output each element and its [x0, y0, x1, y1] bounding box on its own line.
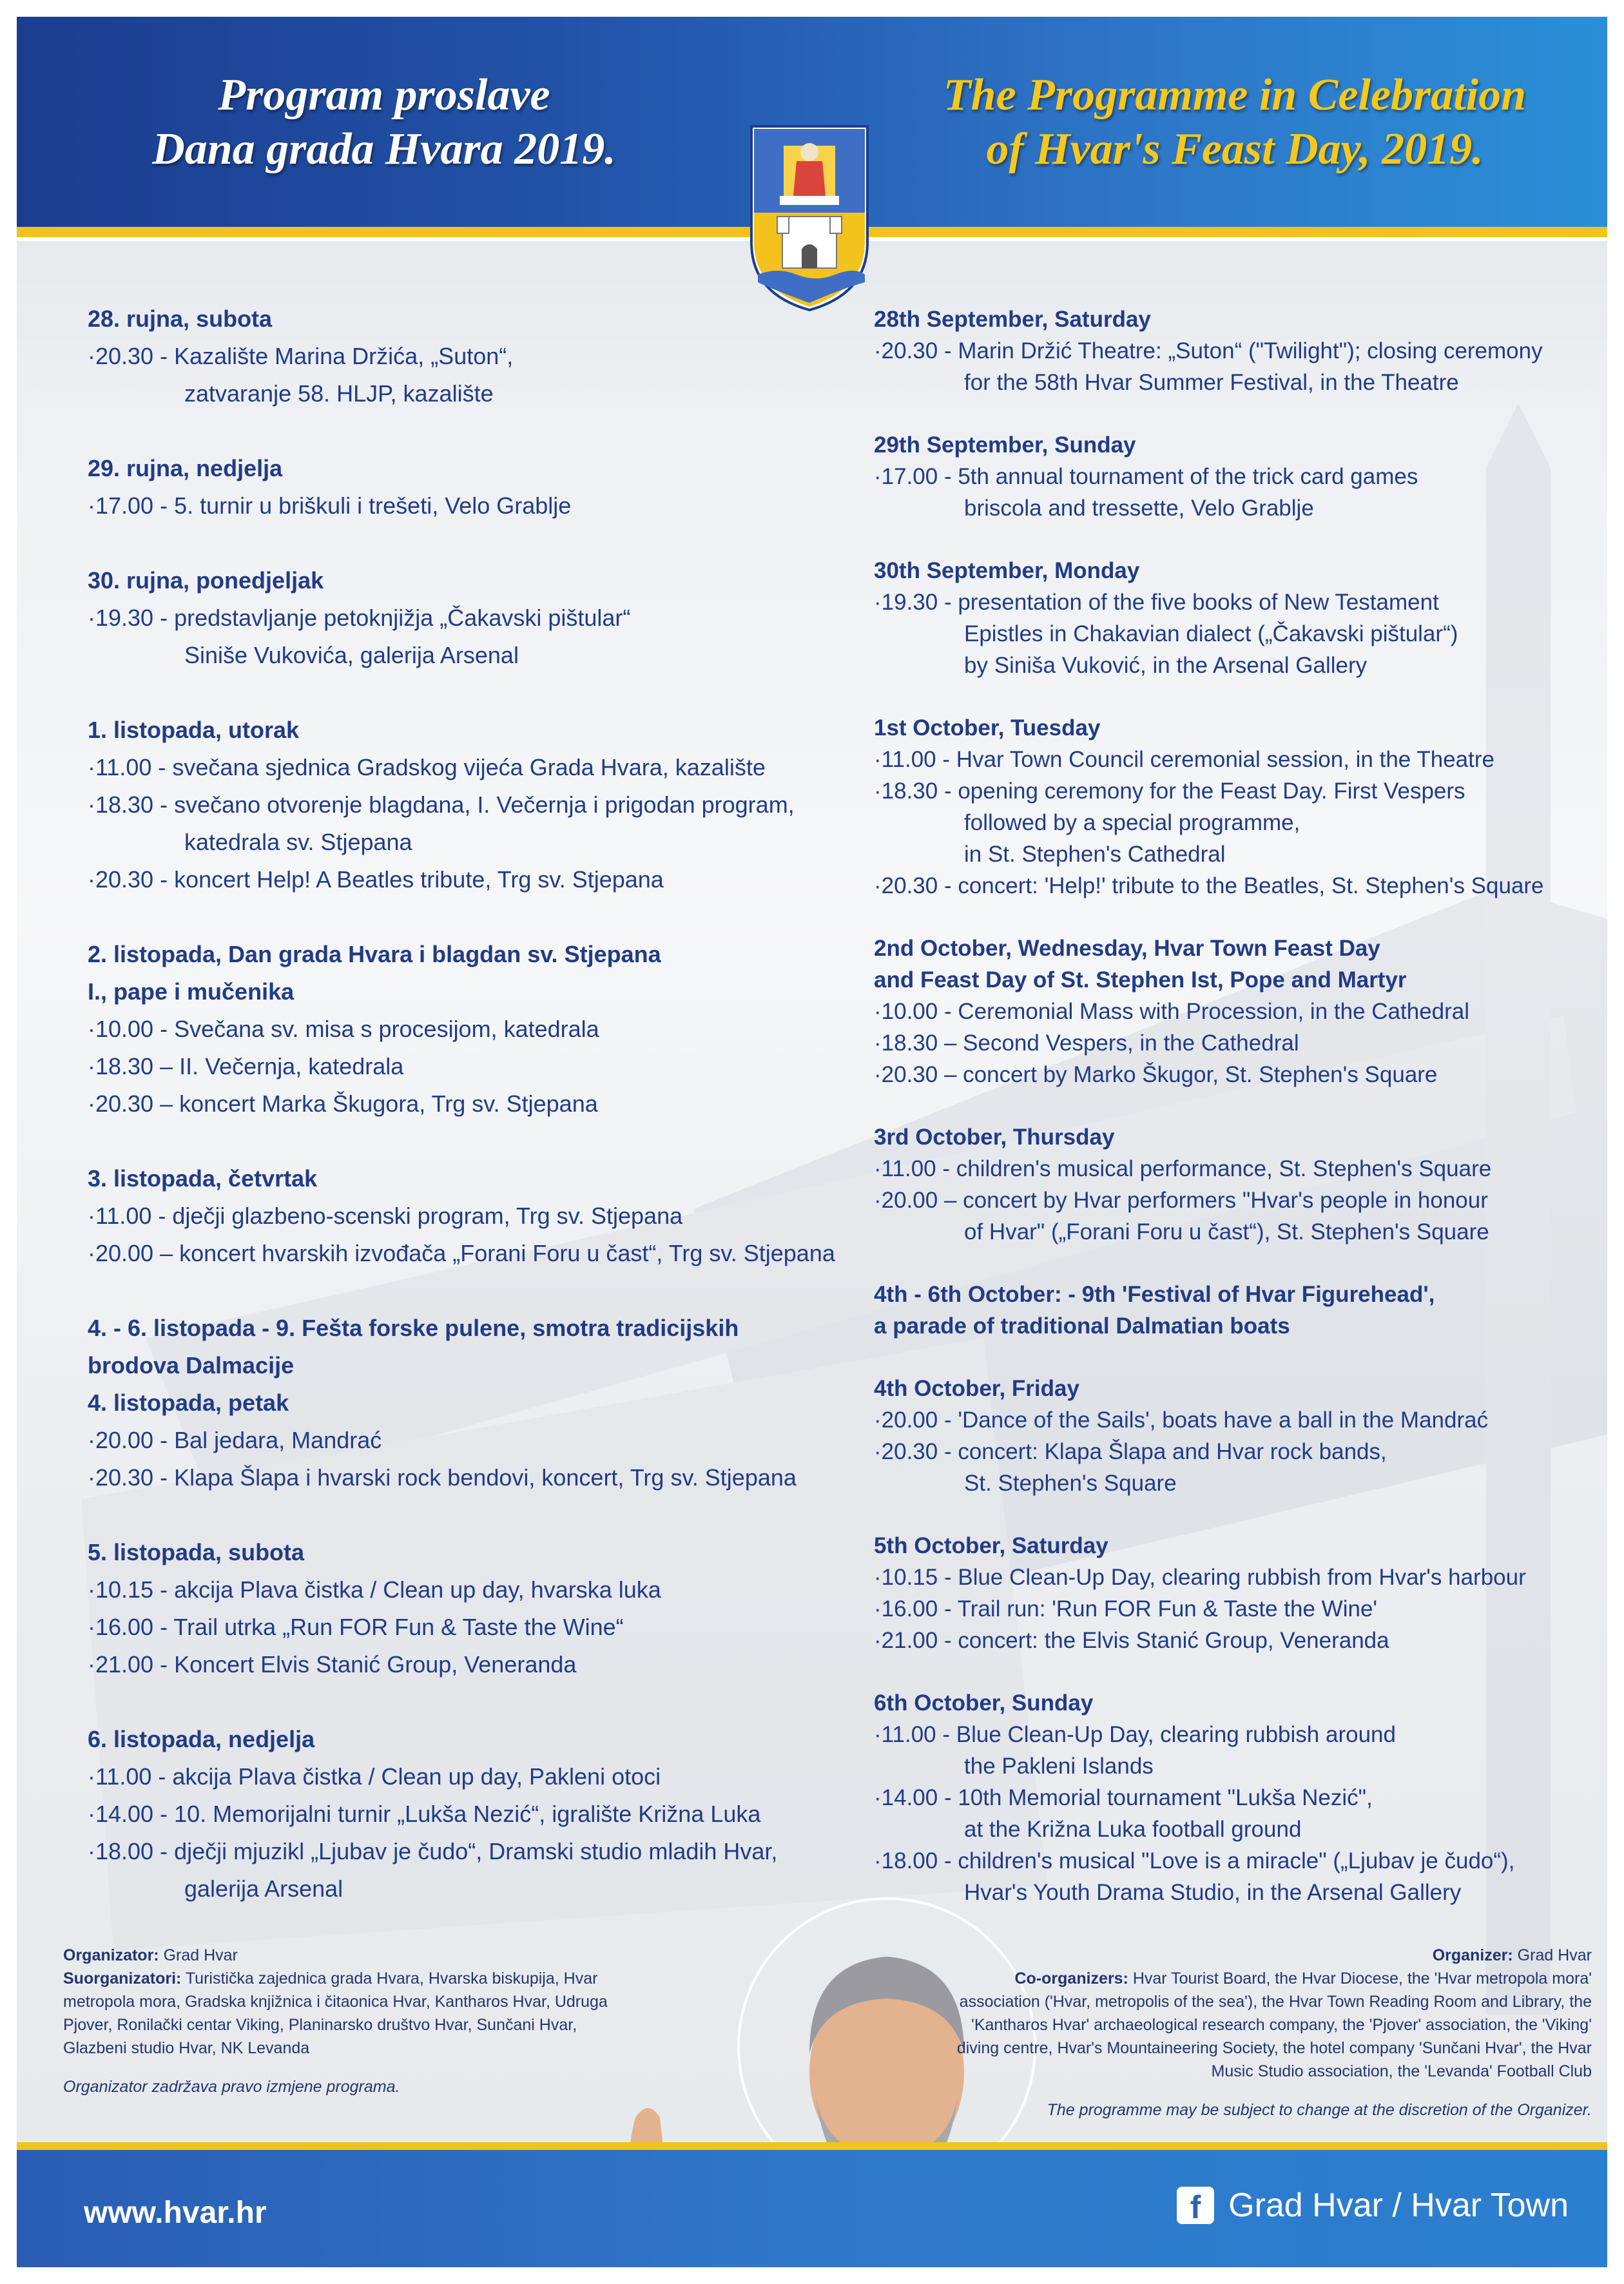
event-item-continued: Siniše Vukovića, galerija Arsenal: [184, 642, 519, 668]
day-heading: 6th October, Sunday: [874, 1690, 1094, 1716]
organizer-name: Grad Hvar: [1513, 1946, 1592, 1964]
coorganizers-list: Hvar Tourist Board, the Hvar Diocese, the 'Hvar metropola mora' association ('Hvar, metropolis of the sea'), the Hvar Town Reading Room and Library, the 'Kantharos Hvar' archaeological research company, the 'Pjover' association, the 'Viking' diving centre, Hvar's Mountaineering Society, the hotel company 'Sunčani Hvar', the Hvar Music Studio association, the 'Levanda' Football Club: [956, 1969, 1592, 2080]
event-item-continued: St. Stephen's Square: [964, 1471, 1177, 1496]
website-link[interactable]: www.hvar.hr: [84, 2196, 267, 2230]
change-notice: The programme may be subject to change at the discretion of the Organizer.: [1047, 2101, 1592, 2119]
program-day: [88, 1721, 861, 1908]
program-day: [874, 555, 1596, 681]
organizer-name: Grad Hvar: [159, 1946, 238, 1964]
day-heading: 28. rujna, subota: [88, 305, 273, 332]
event-item: ·18.30 – Second Vespers, in the Cathedral: [874, 1031, 1299, 1056]
event-item-continued: followed by a special programme,: [964, 810, 1300, 835]
organizer-label: Organizator:: [63, 1946, 159, 1964]
coorganizers-label: Co-organizers:: [1014, 1969, 1128, 1988]
event-item-continued: by Siniša Vuković, in the Arsenal Gallery: [964, 653, 1368, 678]
day-heading: 29th September, Sunday: [874, 432, 1136, 458]
event-item: ·20.30 - concert: Klapa Šlapa and Hvar rock bands,: [874, 1439, 1387, 1464]
event-item: ·18.30 – II. Večernja, katedrala: [88, 1053, 404, 1079]
hvar-coat-of-arms: [745, 120, 874, 313]
title-croatian: Program proslave Dana grada Hvara 2019.: [152, 70, 616, 174]
day-heading: 4. - 6. listopada - 9. Fešta forske pulene, smotra tradicijskih brodova Dalmacije: [88, 1315, 739, 1379]
event-item: ·17.00 - 5. turnir u briškuli i trešeti, Velo Grablje: [88, 492, 572, 519]
event-item-continued: at the Križna Luka football ground: [964, 1817, 1302, 1842]
program-day: [88, 1384, 861, 1496]
program-day: [88, 450, 861, 525]
event-item: ·17.00 - 5th annual tournament of the trick card games: [874, 464, 1418, 489]
day-heading: 2nd October, Wednesday, Hvar Town Feast Day and Feast Day of St. Stephen Ist, Pope and Martyr: [874, 936, 1407, 992]
program-day: [874, 304, 1596, 398]
event-item: ·14.00 - 10th Memorial tournament "Lukša Nezić",: [874, 1785, 1373, 1810]
event-item: ·10.00 - Ceremonial Mass with Procession, in the Cathedral: [874, 999, 1470, 1024]
program-day: [874, 1373, 1596, 1499]
event-item: ·18.00 - dječji mjuzikl „Ljubav je čudo“, Dramski studio mladih Hvar,: [88, 1838, 778, 1864]
event-item: ·18.30 - svečano otvorenje blagdana, I. Večernja i prigodan program,: [88, 791, 795, 818]
program-day: [874, 712, 1596, 902]
day-heading: 4th October, Friday: [874, 1376, 1079, 1401]
event-item-continued: Epistles in Chakavian dialect („Čakavski pištular“): [964, 621, 1458, 646]
facebook-icon: f: [1177, 2187, 1214, 2224]
event-item-continued: in St. Stephen's Cathedral: [964, 842, 1226, 867]
event-item: ·20.30 - concert: 'Help!' tribute to the Beatles, St. Stephen's Square: [874, 873, 1544, 898]
event-item-continued: Hvar's Youth Drama Studio, in the Arsenal Gallery: [964, 1880, 1462, 1905]
coorganizers-list: Turistička zajednica grada Hvara, Hvarska biskupija, Hvar metropola mora, Gradska knjižnica i čitaonica Hvar, Kantharos Hvar, Udruga Pjover, Ronilački centar Viking, Planinarsko društvo Hvar, Sunčani Hvar, Glazbeni studio Hvar, NK Levanda: [63, 1969, 608, 2057]
program-day: [88, 1310, 861, 1384]
event-item: ·20.00 - Bal jedara, Mandrać: [88, 1427, 382, 1453]
coorganizers-label: Suorganizatori:: [63, 1969, 182, 1988]
day-heading: 5. listopada, subota: [88, 1539, 305, 1565]
event-item-continued: the Pakleni Islands: [964, 1754, 1154, 1779]
day-heading: 30. rujna, ponedjeljak: [88, 567, 324, 594]
event-item: ·11.00 - svečana sjednica Gradskog vijeća Grada Hvara, kazalište: [88, 754, 766, 780]
program-day: [88, 1534, 861, 1683]
facebook-page-name: Grad Hvar / Hvar Town: [1228, 2187, 1569, 2224]
event-item: ·19.30 - presentation of the five books of New Testament: [874, 590, 1439, 615]
organizers-english: [945, 1944, 1592, 2122]
program-day: [874, 1121, 1596, 1248]
event-item: ·16.00 - Trail utrka „Run FOR Fun & Taste the Wine“: [88, 1614, 624, 1640]
change-notice: Organizator zadržava pravo izmjene programa.: [63, 2078, 400, 2096]
program-english: [874, 304, 1596, 1939]
day-heading: 3rd October, Thursday: [874, 1125, 1115, 1150]
event-item-continued: katedrala sv. Stjepana: [184, 829, 412, 855]
day-heading: 1st October, Tuesday: [874, 715, 1101, 740]
day-heading: 29. rujna, nedjelja: [88, 455, 283, 481]
program-day: [88, 562, 861, 674]
day-heading: 28th September, Saturday: [874, 307, 1151, 332]
program-day: [874, 1687, 1596, 1908]
event-item-continued: galerija Arsenal: [184, 1875, 343, 1902]
event-item: ·20.30 – koncert Marka Škugora, Trg sv. Stjepana: [88, 1090, 598, 1117]
event-item-continued: zatvaranje 58. HLJP, kazalište: [184, 380, 494, 407]
event-item: ·20.30 - Kazalište Marina Držića, „Suton“,: [88, 343, 514, 369]
footer-gold-stripe: [17, 2142, 1607, 2150]
event-item: ·20.30 – concert by Marko Škugor, St. Stephen's Square: [874, 1062, 1438, 1087]
day-heading: 4. listopada, petak: [88, 1389, 289, 1416]
organizers-croatian: [63, 1944, 643, 2098]
event-item: ·11.00 - dječji glazbeno-scenski program, Trg sv. Stjepana: [88, 1203, 683, 1229]
facebook-link[interactable]: [1177, 2186, 1569, 2225]
program-day: [874, 429, 1596, 524]
program-croatian: [88, 300, 861, 1945]
event-item: ·21.00 - concert: the Elvis Stanić Group, Veneranda: [874, 1628, 1389, 1653]
event-item: ·18.30 - opening ceremony for the Feast Day. First Vespers: [874, 779, 1465, 804]
day-heading: 5th October, Saturday: [874, 1533, 1108, 1558]
day-heading: 1. listopada, utorak: [88, 717, 300, 743]
day-heading: 4th - 6th October: - 9th 'Festival of Hvar Figurehead', a parade of traditional Dalmatian boats: [874, 1282, 1435, 1339]
program-day: [874, 933, 1596, 1090]
event-item: ·10.15 - akcija Plava čistka / Clean up day, hvarska luka: [88, 1576, 661, 1603]
event-item: ·16.00 - Trail run: 'Run FOR Fun & Taste the Wine': [874, 1596, 1378, 1621]
program-day: [874, 1279, 1596, 1342]
poster: [17, 17, 1607, 2267]
event-item: ·20.00 – koncert hvarskih izvođača „Forani Foru u čast“, Trg sv. Stjepana: [88, 1240, 835, 1266]
event-item: ·20.00 – concert by Hvar performers "Hvar's people in honour: [874, 1188, 1488, 1213]
day-heading: 3. listopada, četvrtak: [88, 1165, 318, 1192]
program-day: [88, 1160, 861, 1272]
event-item: ·20.30 - Klapa Šlapa i hvarski rock bendovi, koncert, Trg sv. Stjepana: [88, 1464, 797, 1491]
event-item: ·19.30 - predstavljanje petoknjižja „Čakavski pištular“: [88, 605, 631, 631]
day-heading: 6. listopada, nedjelja: [88, 1726, 315, 1752]
event-item: ·21.00 - Koncert Elvis Stanić Group, Veneranda: [88, 1651, 577, 1678]
event-item-continued: for the 58th Hvar Summer Festival, in the Theatre: [964, 370, 1459, 395]
event-item-continued: of Hvar" („Forani Foru u čast“), St. Stephen's Square: [964, 1219, 1489, 1244]
event-item-continued: briscola and tressette, Velo Grablje: [964, 496, 1314, 521]
day-heading: 2. listopada, Dan grada Hvara i blagdan sv. Stjepana I., pape i mučenika: [88, 941, 661, 1005]
program-day: [88, 711, 861, 898]
program-day: [88, 300, 861, 412]
title-english: The Programme in Celebration of Hvar's Feast Day, 2019.: [943, 70, 1527, 174]
program-day: [874, 1530, 1596, 1656]
organizer-label: Organizer:: [1432, 1946, 1513, 1964]
event-item: ·20.30 - koncert Help! A Beatles tribute, Trg sv. Stjepana: [88, 866, 664, 893]
event-item: ·18.00 - children's musical "Love is a miracle" („Ljubav je čudo“),: [874, 1848, 1515, 1873]
event-item: ·10.15 - Blue Clean-Up Day, clearing rubbish from Hvar's harbour: [874, 1565, 1526, 1590]
event-item: ·11.00 - Blue Clean-Up Day, clearing rubbish around: [874, 1722, 1396, 1747]
event-item: ·20.30 - Marin Držić Theatre: „Suton“ ("Twilight"); closing ceremony: [874, 338, 1543, 363]
event-item: ·11.00 - Hvar Town Council ceremonial session, in the Theatre: [874, 747, 1494, 772]
event-item: ·14.00 - 10. Memorijalni turnir „Lukša Nezić“, igralište Križna Luka: [88, 1801, 761, 1827]
day-heading: 30th September, Monday: [874, 558, 1140, 583]
program-day: [88, 936, 861, 1123]
event-item: ·11.00 - akcija Plava čistka / Clean up day, Pakleni otoci: [88, 1763, 661, 1790]
event-item: ·11.00 - children's musical performance, St. Stephen's Square: [874, 1156, 1492, 1181]
event-item: ·20.00 - 'Dance of the Sails', boats have a ball in the Mandrać: [874, 1408, 1489, 1433]
event-item: ·10.00 - Svečana sv. misa s procesijom, katedrala: [88, 1016, 599, 1042]
